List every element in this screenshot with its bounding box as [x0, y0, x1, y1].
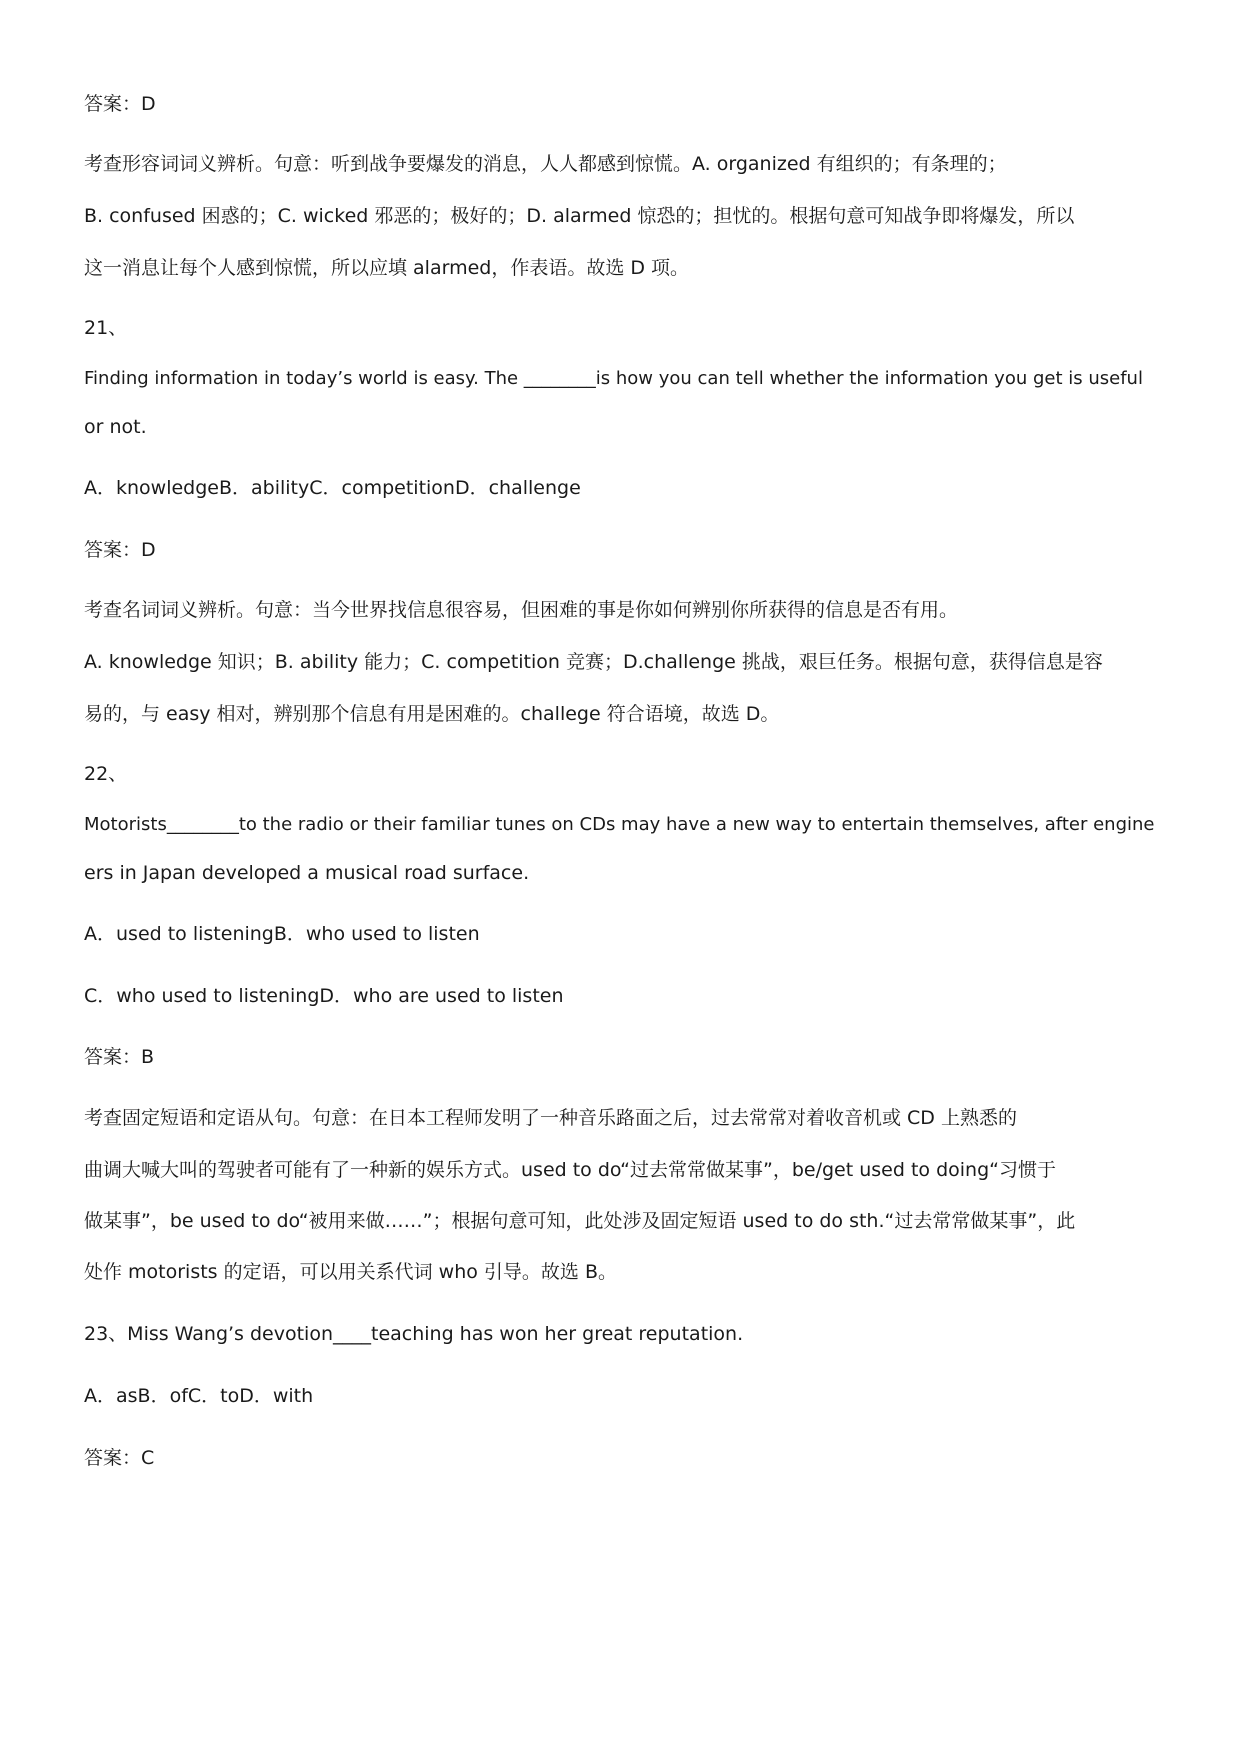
answer-label: 答案： — [84, 1447, 142, 1469]
answer-label: 答案： — [84, 93, 142, 115]
question-number: 21、 — [84, 317, 128, 339]
answer-label: 答案： — [84, 539, 142, 561]
explanation-line: 曲调大喊大叫的驾驶者可能有了一种新的娱乐方式。used to do“过去常常做某事”，be/get used to doing“习惯于 — [84, 1159, 1056, 1181]
question-number: 22、 — [84, 763, 128, 785]
answer-line — [84, 92, 1164, 116]
question-stem: 23、Miss Wang’s devotion____teaching has won her great reputation. — [84, 1323, 744, 1345]
question-options: C．who used to listeningD．who are used to listen — [84, 985, 564, 1007]
question-options: A．knowledgeB．abilityC．competitionD．challenge — [84, 477, 581, 499]
answer-value: C — [141, 1447, 155, 1469]
answer-line — [84, 1446, 1164, 1470]
explanation-line: 易的，与 easy 相对，辨别那个信息有用是困难的。challege 符合语境，故选 D。 — [84, 703, 780, 725]
explanation-line: 做某事”，be used to do“被用来做……”；根据句意可知，此处涉及固定短语 used to do sth.“过去常常做某事”，此 — [84, 1210, 1076, 1232]
question-stem: Motorists________to the radio or their familiar tunes on CDs may have a new way to entertain themselves, after engine — [84, 814, 1155, 835]
question-stem: ers in Japan developed a musical road surface. — [84, 862, 530, 884]
answer-label: 答案： — [84, 1046, 142, 1068]
question-stem: Finding information in today’s world is easy. The ________is how you can tell whether the information you get is useful — [84, 368, 1143, 389]
answer-value: D — [141, 539, 156, 561]
explanation-line: 考查固定短语和定语从句。句意：在日本工程师发明了一种音乐路面之后，过去常常对着收音机或 CD 上熟悉的 — [84, 1107, 1017, 1129]
explanation-line: A. knowledge 知识；B. ability 能力；C. competition 竞赛；D.challenge 挑战，艰巨任务。根据句意，获得信息是容 — [84, 651, 1103, 673]
question-options: A．asB．ofC．toD．with — [84, 1385, 314, 1407]
explanation-line: 考查形容词词义辨析。句意：听到战争要爆发的消息，人人都感到惊慌。A. organized 有组织的；有条理的； — [84, 153, 1007, 175]
explanation-line: 这一消息让每个人感到惊慌，所以应填 alarmed，作表语。故选 D 项。 — [84, 257, 690, 279]
explanation-line: 处作 motorists 的定语，可以用关系代词 who 引导。故选 B。 — [84, 1261, 617, 1283]
question-stem: or not. — [84, 416, 147, 438]
answer-value: B — [141, 1046, 155, 1068]
answer-line — [84, 538, 1164, 562]
explanation-line: B. confused 困惑的；C. wicked 邪恶的；极好的；D. alarmed 惊恐的；担忧的。根据句意可知战争即将爆发，所以 — [84, 205, 1075, 227]
explanation-line: 考查名词词义辨析。句意：当今世界找信息很容易，但困难的事是你如何辨别你所获得的信息是否有用。 — [84, 599, 959, 621]
answer-line — [84, 1045, 1164, 1069]
answer-value: D — [141, 93, 156, 115]
question-options: A．used to listeningB．who used to listen — [84, 923, 480, 945]
